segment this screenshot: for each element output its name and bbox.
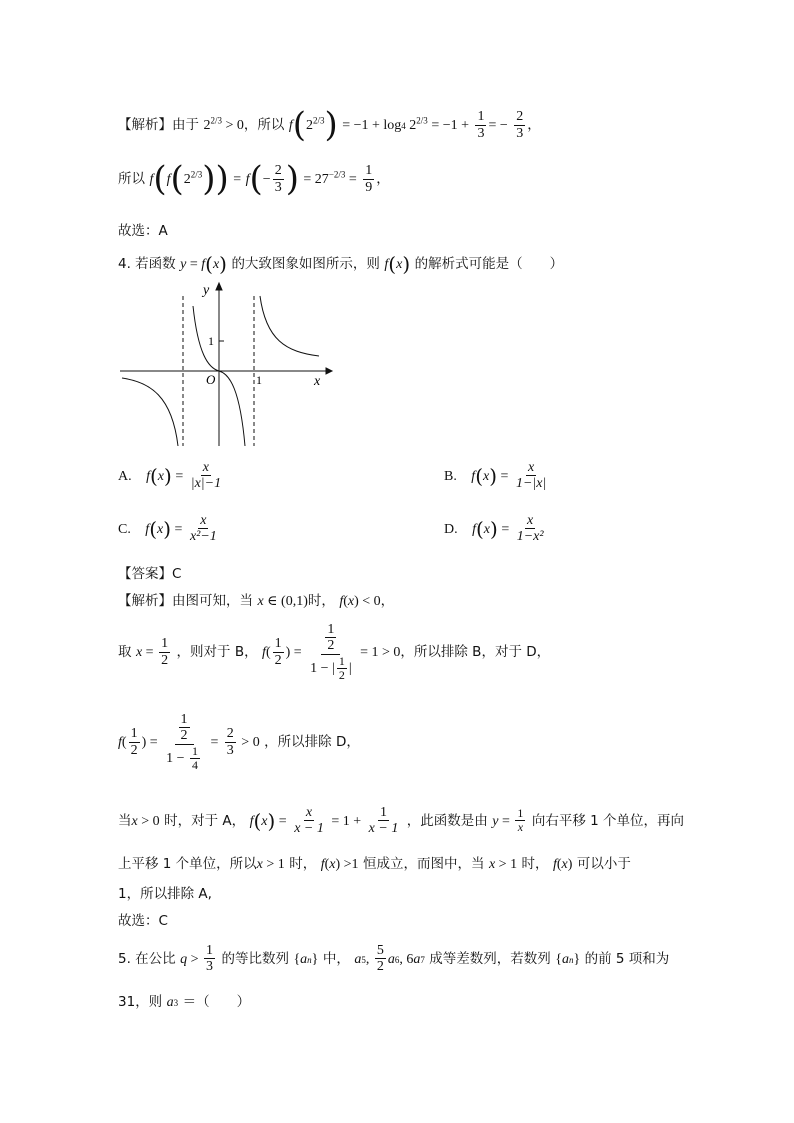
- q4-analysis-line6: 1，所以排除 A,: [118, 886, 212, 902]
- q4-analysis-line2: 取 x = $\frac{1}{2}$ ，则对于 B， f( $\frac{1}{2}$ ) = $\frac{1}{2}$ 1 − | $\frac{1}{2}$ | = 1 > 0，所以排除 B，对于 D，: [118, 622, 551, 682]
- q4-stem: 4. 若函数 y = f(x) 的大致图象如图所示，则 f(x) 的解析式可能是（ ）: [118, 252, 564, 276]
- analysis-tag: 【解析】: [118, 117, 172, 133]
- q4-analysis-line4: 当x > 0 时，对于 A， f(x) = $\frac{x}{x - 1}$ = 1 + $\frac{1}{x - 1}$ ，此函数是由 y = $\frac{1}{x}$ 向右平移 1 个单位，再向: [118, 805, 684, 837]
- option-d[interactable]: D. f(x) = $\frac{x}{\text{1−x²}}$: [444, 513, 544, 545]
- y-axis-arrow: [216, 283, 222, 290]
- tick-label-y1: 1: [208, 334, 214, 348]
- x-axis-label: x: [314, 374, 321, 389]
- option-b[interactable]: B. f(x) = $\frac{x}{1-|x|}$: [444, 460, 547, 492]
- tick-label-x1: 1: [256, 373, 262, 387]
- origin-label: O: [206, 372, 216, 387]
- q4-choice: 故选：C: [118, 913, 168, 929]
- q5-stem-line1: 5. 在公比 q > $\frac{1}{3}$ 的等比数列 {an} 中， a5, $\frac{5}{2}$ a6, 6a7 成等差数列，若数列 {an} 的前 5 项和为: [118, 943, 670, 975]
- curve-left-branch: [122, 378, 178, 446]
- q4-analysis-line3: f( $\frac{1}{2}$ ) = $\frac{1}{2}$ 1 − $\frac{1}{4}$ = $\frac{2}{3}$ > 0 ，所以排除 D，: [118, 712, 360, 772]
- sol3-choice: 故选：A: [118, 223, 168, 239]
- option-a[interactable]: A. f(x) = $\frac{x}{|x|-1}$: [118, 460, 222, 492]
- curve-right-branch: [260, 296, 319, 356]
- y-axis-label: y: [203, 283, 210, 298]
- option-c[interactable]: C. f(x) = $\frac{x}{\text{x²−1}}$: [118, 513, 217, 545]
- answer: 【答案】C: [118, 566, 182, 582]
- sol3-line2: 所以 $f(f(2^{2/3})) = f(-$ $\frac{2}{3}$ ) = $27^{-2/3}$ = $\frac{1}{9}$ ，: [118, 159, 390, 199]
- q4-analysis-line1: 【解析】由图可知，当 x ∈ (0,1)时， f(x) < 0，: [118, 593, 395, 609]
- q5-stem-line2: 31，则 a3 ＝（ ）: [118, 994, 251, 1010]
- x-axis-arrow: [326, 368, 332, 374]
- function-graph: [116, 278, 336, 450]
- sol3-line1: 【解析】由于 $2^{2/3} > 0$，所以 $f(2^{2/3}) = -1 + \log 4$ $2^{2/3} = -1$ + $\frac{1}{3}$ = − $\frac{2}{3}$ ，: [118, 105, 541, 145]
- q4-analysis-line5: 上平移 1 个单位，所以x > 1 时， f(x) >1 恒成立，而图中，当 x > 1 时， f(x) 可以小于: [118, 856, 631, 872]
